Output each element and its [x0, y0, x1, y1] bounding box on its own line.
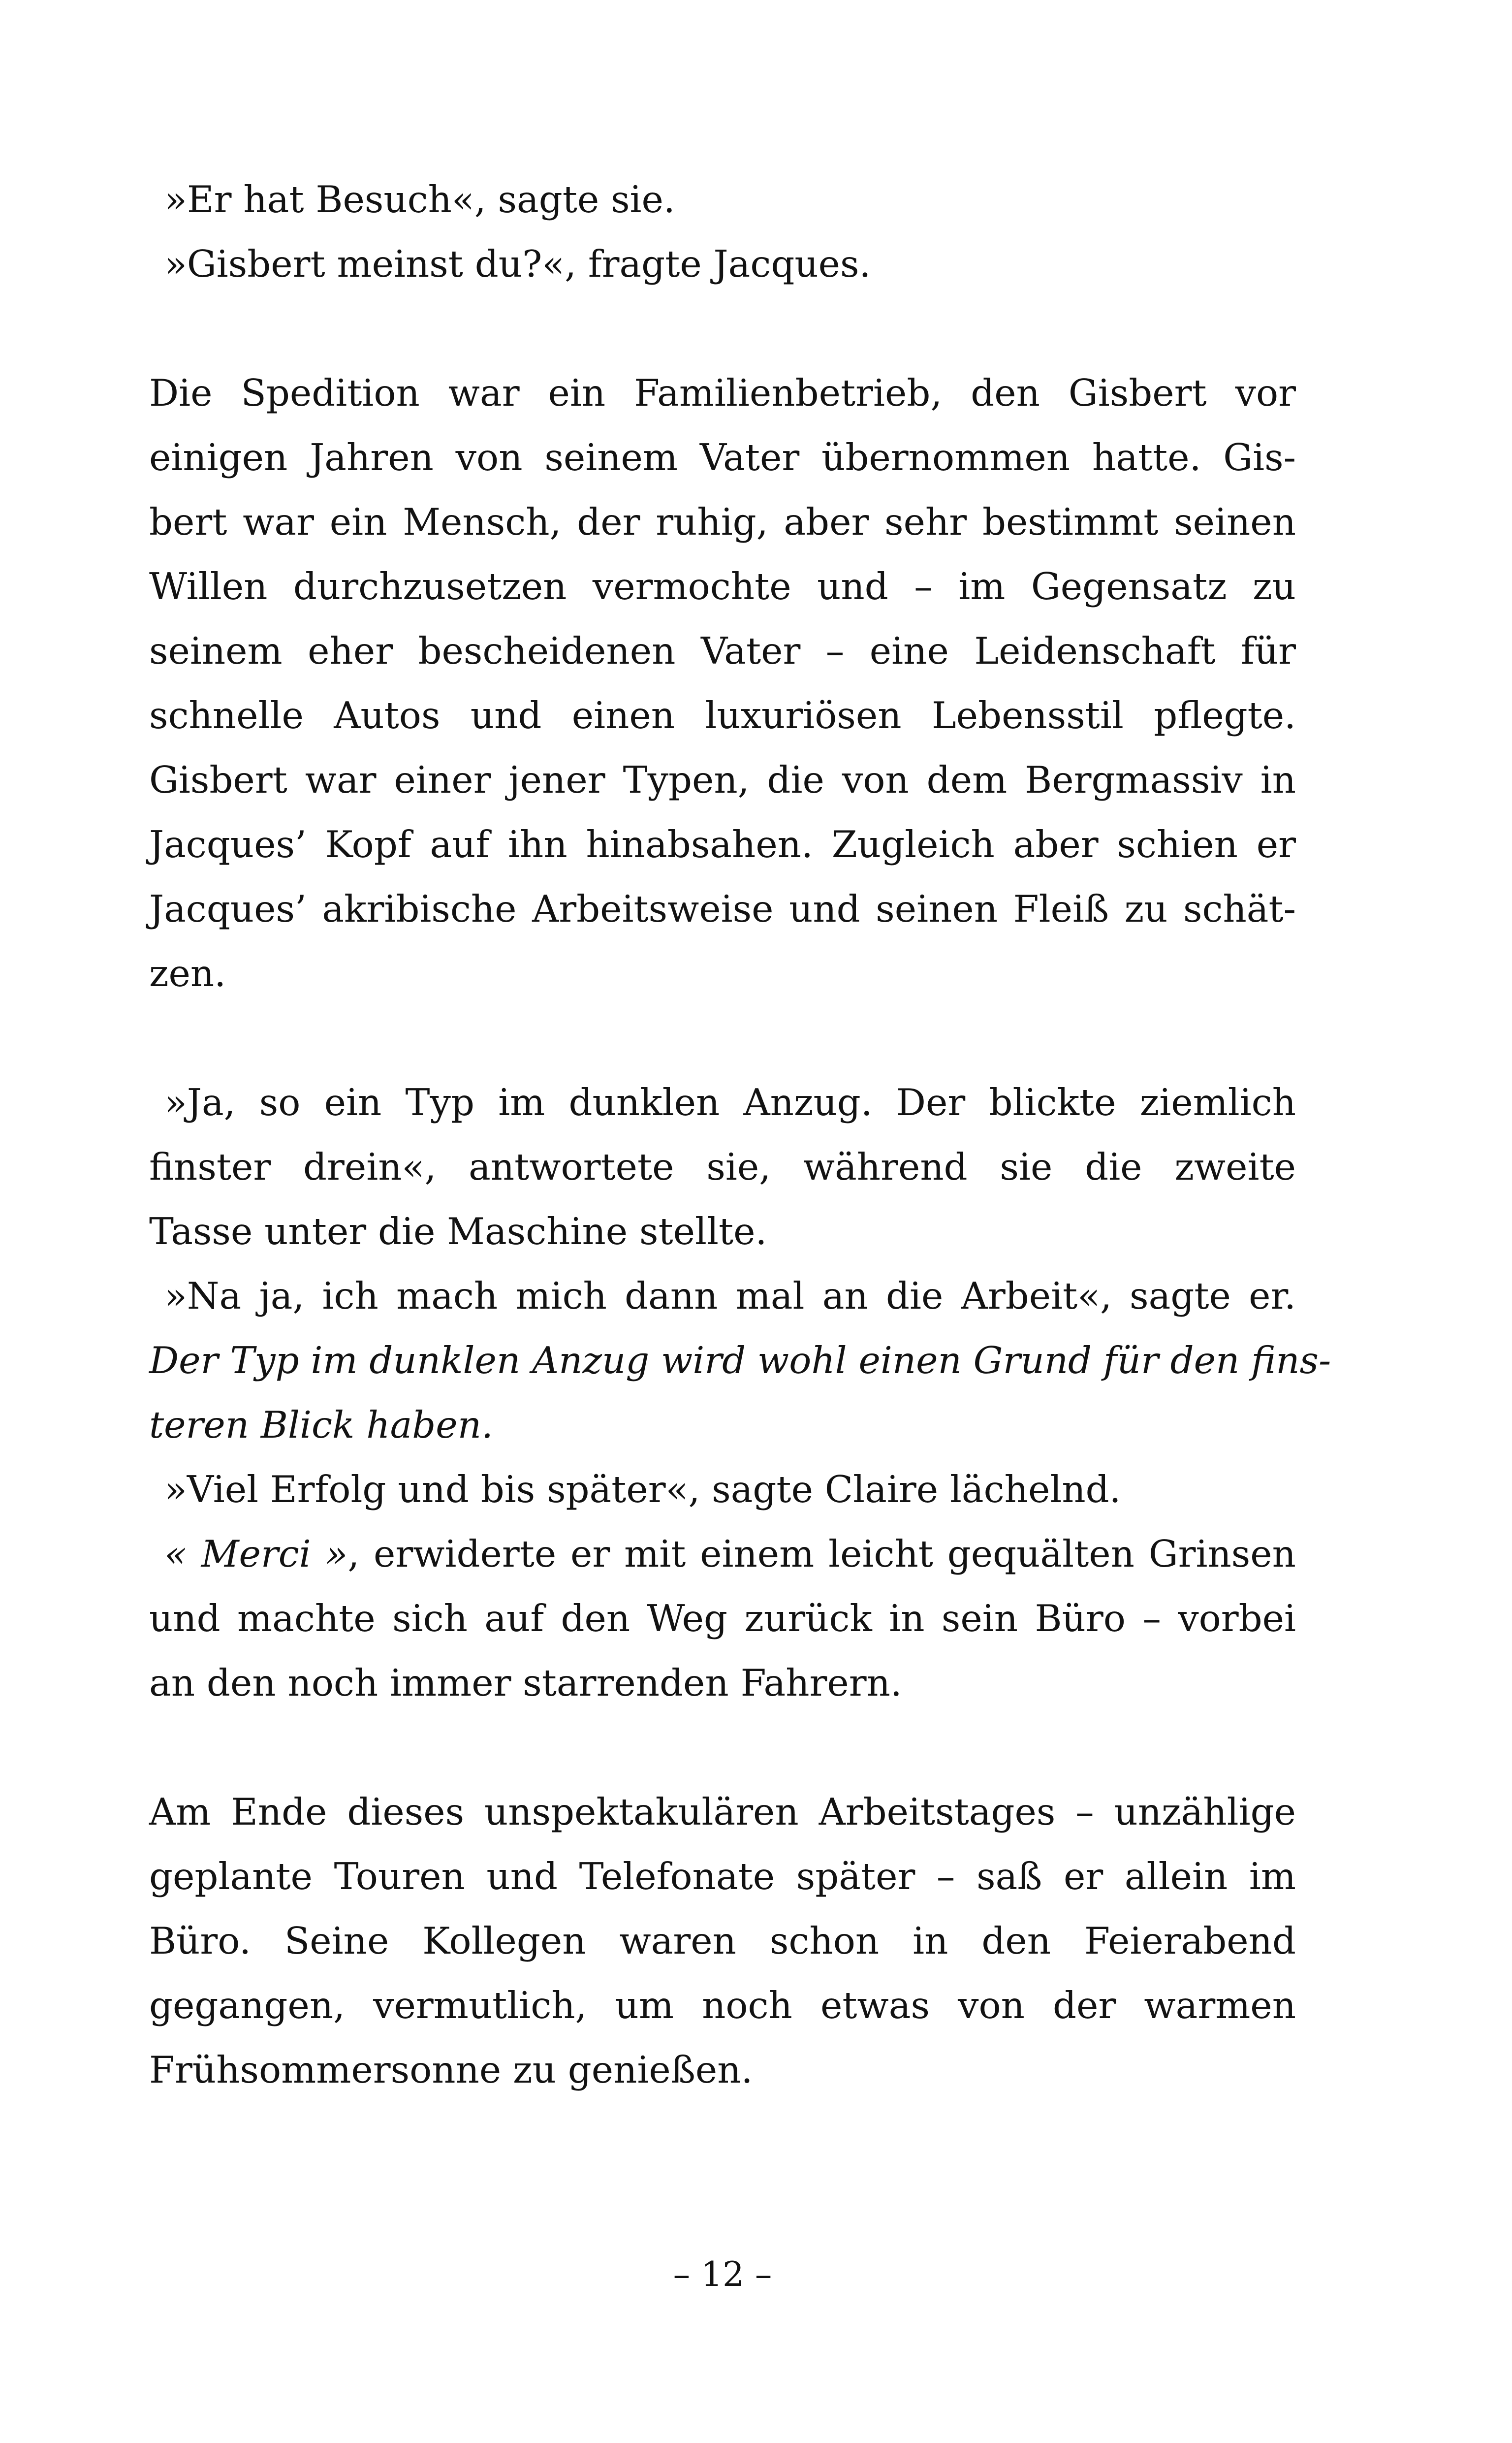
text-line: Tasse unter die Maschine stellte.	[149, 1210, 767, 1253]
page-number: – 12 –	[673, 2255, 772, 2294]
text-line: bert war ein Mensch, der ruhig, aber sehr bestimmt seinen	[149, 500, 1296, 544]
text-line: und machte sich auf den Weg zurück in sein Büro – vorbei	[149, 1597, 1296, 1640]
text-line: »Ja, so ein Typ im dunklen Anzug. Der blickte ziemlich	[164, 1081, 1296, 1124]
text-line: Jacques’ akribische Arbeitsweise und seinen Fleiß zu schät-	[149, 887, 1296, 931]
paragraph	[149, 167, 1296, 232]
paragraph	[149, 1457, 1296, 1522]
paragraph	[149, 361, 1296, 1006]
paragraph	[149, 1780, 1296, 2102]
text-run: , erwiderte er mit einem leicht gequälten Grinsen	[347, 1532, 1296, 1575]
text-line: Jacques’ Kopf auf ihn hinabsahen. Zugleich aber schien er	[149, 823, 1296, 866]
paragraph	[149, 1522, 1296, 1715]
text-line: schnelle Autos und einen luxuriösen Lebensstil pflegte.	[149, 694, 1296, 737]
text-line: an den noch immer starrenden Fahrern.	[149, 1661, 902, 1704]
text-line: Büro. Seine Kollegen waren schon in den Feierabend	[149, 1919, 1296, 1962]
text-line: »Er hat Besuch«, sagte sie.	[164, 178, 675, 221]
page-text	[149, 167, 1331, 2102]
text-line: einigen Jahren von seinem Vater übernommen hatte. Gis-	[149, 436, 1296, 479]
text-line: geplante Touren und Telefonate später – saß er allein im	[149, 1855, 1296, 1898]
text-line: »Gisbert meinst du?«, fragte Jacques.	[164, 242, 871, 286]
text-line: Die Spedition war ein Familienbetrieb, den Gisbert vor	[149, 371, 1296, 415]
paragraph	[149, 232, 1296, 296]
text-line: gegangen, vermutlich, um noch etwas von der warmen	[149, 1984, 1296, 2027]
text-line: Am Ende dieses unspektakulären Arbeitstages – unzählige	[149, 1790, 1296, 1833]
text-line: zen.	[149, 952, 226, 995]
text-line: Der Typ im dunklen Anzug wird wohl einen Grund für den fins-	[149, 1339, 1331, 1382]
text-line: finster drein«, antwortete sie, während sie die zweite	[149, 1145, 1296, 1189]
paragraph	[149, 1070, 1296, 1264]
text-line: Gisbert war einer jener Typen, die von dem Bergmassiv in	[149, 758, 1296, 802]
text-line: teren Blick haben.	[149, 1403, 493, 1447]
text-line: »Viel Erfolg und bis später«, sagte Claire lächelnd.	[164, 1468, 1121, 1511]
text-line: »Na ja, ich mach mich dann mal an die Arbeit«, sagte er.	[164, 1274, 1296, 1318]
text-line	[149, 1522, 1296, 1586]
text-line: Frühsommersonne zu genießen.	[149, 2048, 753, 2091]
paragraph	[149, 1264, 1296, 1328]
text-line: Willen durchzusetzen vermochte und – im Gegensatz zu	[149, 565, 1296, 608]
text-line: seinem eher bescheidenen Vater – eine Leidenschaft für	[149, 629, 1296, 673]
italic-run: « Merci »	[164, 1532, 348, 1575]
paragraph	[149, 1328, 1331, 1457]
